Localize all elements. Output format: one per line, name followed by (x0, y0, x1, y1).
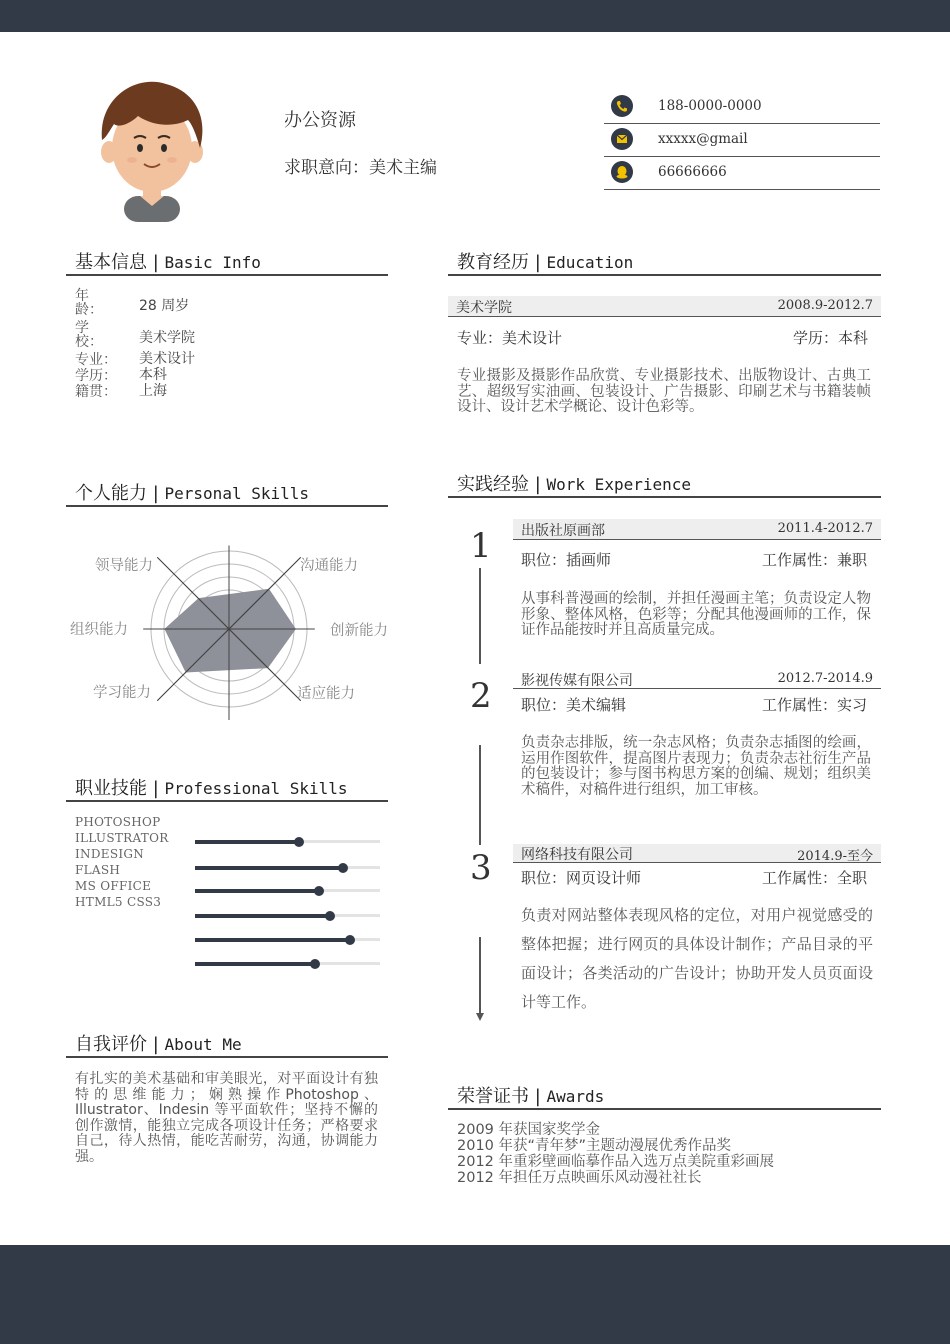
skill-bar-fill (195, 866, 343, 870)
job-type: 工作属性：实习 (762, 696, 868, 714)
qq-icon (611, 161, 633, 183)
divider (66, 274, 388, 276)
company-name: 出版社原画部 (521, 523, 605, 539)
skill-bar-fill (195, 840, 299, 844)
about-text: 有扎实的美术基础和审美眼光，对平面设计有独特的思维能力；娴熟操作Photoshop、Illustrator、Indesin 等平面软件；坚持不懈的创作激情，能独立完成各项设计任务；严格要求自己，待人热情，能吃苦耐劳，沟通，协调能力强。 (75, 1071, 378, 1165)
skill-label: HTML5 CSS3 (75, 895, 162, 909)
mail-icon (611, 128, 633, 150)
job-band (513, 844, 881, 863)
education-period: 2008.9-2012.7 (777, 298, 873, 313)
job-description: 负责杂志排版，统一杂志风格；负责杂志插图的绘画，运用作图软件，提高图片表现力；负责杂志社衍生产品的包装设计；参与图书构思方案的创编、规划；组织美术稿件，对稿件进行组织，加工审核。 (521, 735, 871, 798)
award-item: 2010 年获“青年梦”主题动漫展优秀作品奖 (457, 1138, 732, 1154)
skill-bar-fill (195, 938, 350, 942)
job-position: 职位：网页设计师 (521, 869, 642, 887)
timeline-line (479, 937, 481, 1017)
divider (448, 274, 881, 276)
job-position: 职位：美术编辑 (521, 696, 627, 714)
radar-chart (60, 540, 400, 720)
skill-label: INDESIGN (75, 847, 145, 861)
skill-bar-knob (325, 911, 335, 921)
company-name: 网络科技有限公司 (521, 847, 633, 863)
job-period: 2012.7-2014.9 (777, 671, 873, 686)
top-bar (0, 0, 950, 32)
about-title: 自我评价 | About Me (75, 1034, 242, 1055)
job-description: 从事科普漫画的绘制，并担任漫画主笔；负责设定人物形象、整体风格，色彩等；分配其他漫画师的工作，保证作品能按时并且高质量完成。 (521, 591, 871, 638)
contact-qq (604, 157, 880, 190)
skill-bar-track (195, 962, 380, 965)
job-type: 工作属性：兼职 (762, 551, 868, 569)
skill-bar-knob (310, 959, 320, 969)
job-band (513, 519, 881, 540)
candidate-name: 办公资源 (284, 110, 356, 131)
degree-value: 本科 (139, 367, 167, 383)
skill-bar-knob (314, 886, 324, 896)
age-key: 年龄： (75, 288, 103, 318)
phone-text[interactable]: 188-0000-0000 (658, 98, 762, 114)
personal-skills-title: 个人能力 | Personal Skills (75, 483, 310, 504)
job-number: 3 (470, 848, 492, 888)
basic-info-title: 基本信息 | Basic Info (75, 252, 261, 273)
major-key: 专业： (75, 352, 117, 368)
job-number: 2 (470, 676, 492, 716)
skill-label: FLASH (75, 863, 121, 877)
divider (448, 496, 881, 498)
skill-bar-track (195, 889, 380, 892)
timeline-line (479, 568, 481, 664)
qq-text[interactable]: 66666666 (658, 164, 727, 180)
job-type: 工作属性：全职 (762, 869, 868, 887)
job-intent: 求职意向：美术主编 (284, 158, 437, 178)
skill-bar-fill (195, 914, 330, 918)
skill-bar-knob (338, 863, 348, 873)
school-key: 学校： (75, 320, 103, 350)
skill-label: PHOTOSHOP (75, 815, 161, 829)
origin-key: 籍贯： (75, 384, 117, 400)
education-courses: 专业摄影及摄影作品欣赏、专业摄影技术、出版物设计、古典工艺、超级写实油画、包装设计、广告摄影、印刷艺术与书籍装帧设计、设计艺术学概论、设计色彩等。 (457, 368, 871, 415)
contact-phone (604, 91, 880, 124)
awards-list (457, 1122, 774, 1186)
work-title: 实践经验 | Work Experience (457, 474, 692, 495)
award-item: 2012 年重彩壁画临摹作品入选万点美院重彩画展 (457, 1154, 775, 1170)
radar-label: 领导能力 (95, 558, 153, 574)
age-value: 28 周岁 (139, 298, 190, 314)
skill-list (75, 814, 169, 910)
job-description: 负责对网站整体表现风格的定位，对用户视觉感受的整体把握；进行网页的具体设计制作；产品目录的平面设计；各类活动的广告设计；协助开发人员页面设计等工作。 (521, 906, 873, 1011)
skill-bar-track (195, 938, 380, 941)
email-text[interactable]: xxxxx@gmail (658, 131, 748, 147)
education-degree: 学历：本科 (793, 329, 869, 347)
radar-label: 沟通能力 (300, 558, 358, 574)
timeline-arrow-icon (475, 1012, 485, 1022)
skill-bar-track (195, 914, 380, 917)
skill-bar-knob (294, 837, 304, 847)
skill-bar-fill (195, 889, 319, 893)
radar-label: 创新能力 (330, 623, 388, 639)
major-value: 美术设计 (139, 351, 195, 367)
divider (66, 505, 388, 507)
radar-label: 适应能力 (297, 686, 355, 702)
skill-label: ILLUSTRATOR (75, 831, 169, 845)
job-period: 2011.4-2012.7 (777, 521, 873, 536)
avatar (96, 78, 208, 222)
skill-bar-knob (345, 935, 355, 945)
professional-skills-title: 职业技能 | Professional Skills (75, 778, 348, 799)
education-title: 教育经历 | Education (457, 252, 634, 273)
origin-value: 上海 (139, 383, 167, 399)
job-period: 2014.9-至今 (797, 849, 873, 864)
education-major: 专业：美术设计 (457, 329, 563, 347)
divider (66, 1056, 388, 1058)
contact-email (604, 124, 880, 157)
job-number: 1 (470, 526, 492, 566)
awards-title: 荣誉证书 | Awards (457, 1086, 605, 1107)
school-value: 美术学院 (139, 330, 195, 346)
skill-bar-track (195, 840, 380, 843)
job-band (513, 670, 881, 689)
divider (448, 1108, 881, 1110)
bottom-bar (0, 1245, 950, 1344)
award-item: 2012 年担任万点映画乐风动漫社社长 (457, 1170, 702, 1186)
phone-icon (611, 95, 633, 117)
education-band (448, 296, 881, 317)
job-position: 职位：插画师 (521, 551, 612, 569)
school-name: 美术学院 (456, 300, 512, 316)
radar-label: 学习能力 (93, 685, 151, 701)
radar-label: 组织能力 (70, 622, 128, 638)
skill-bar-fill (195, 962, 315, 966)
timeline-line (479, 745, 481, 845)
divider (66, 800, 388, 802)
company-name: 影视传媒有限公司 (521, 673, 633, 689)
award-item: 2009 年获国家奖学金 (457, 1122, 601, 1138)
skill-bar-track (195, 866, 380, 869)
degree-key: 学历： (75, 368, 117, 384)
skill-label: MS OFFICE (75, 879, 152, 893)
